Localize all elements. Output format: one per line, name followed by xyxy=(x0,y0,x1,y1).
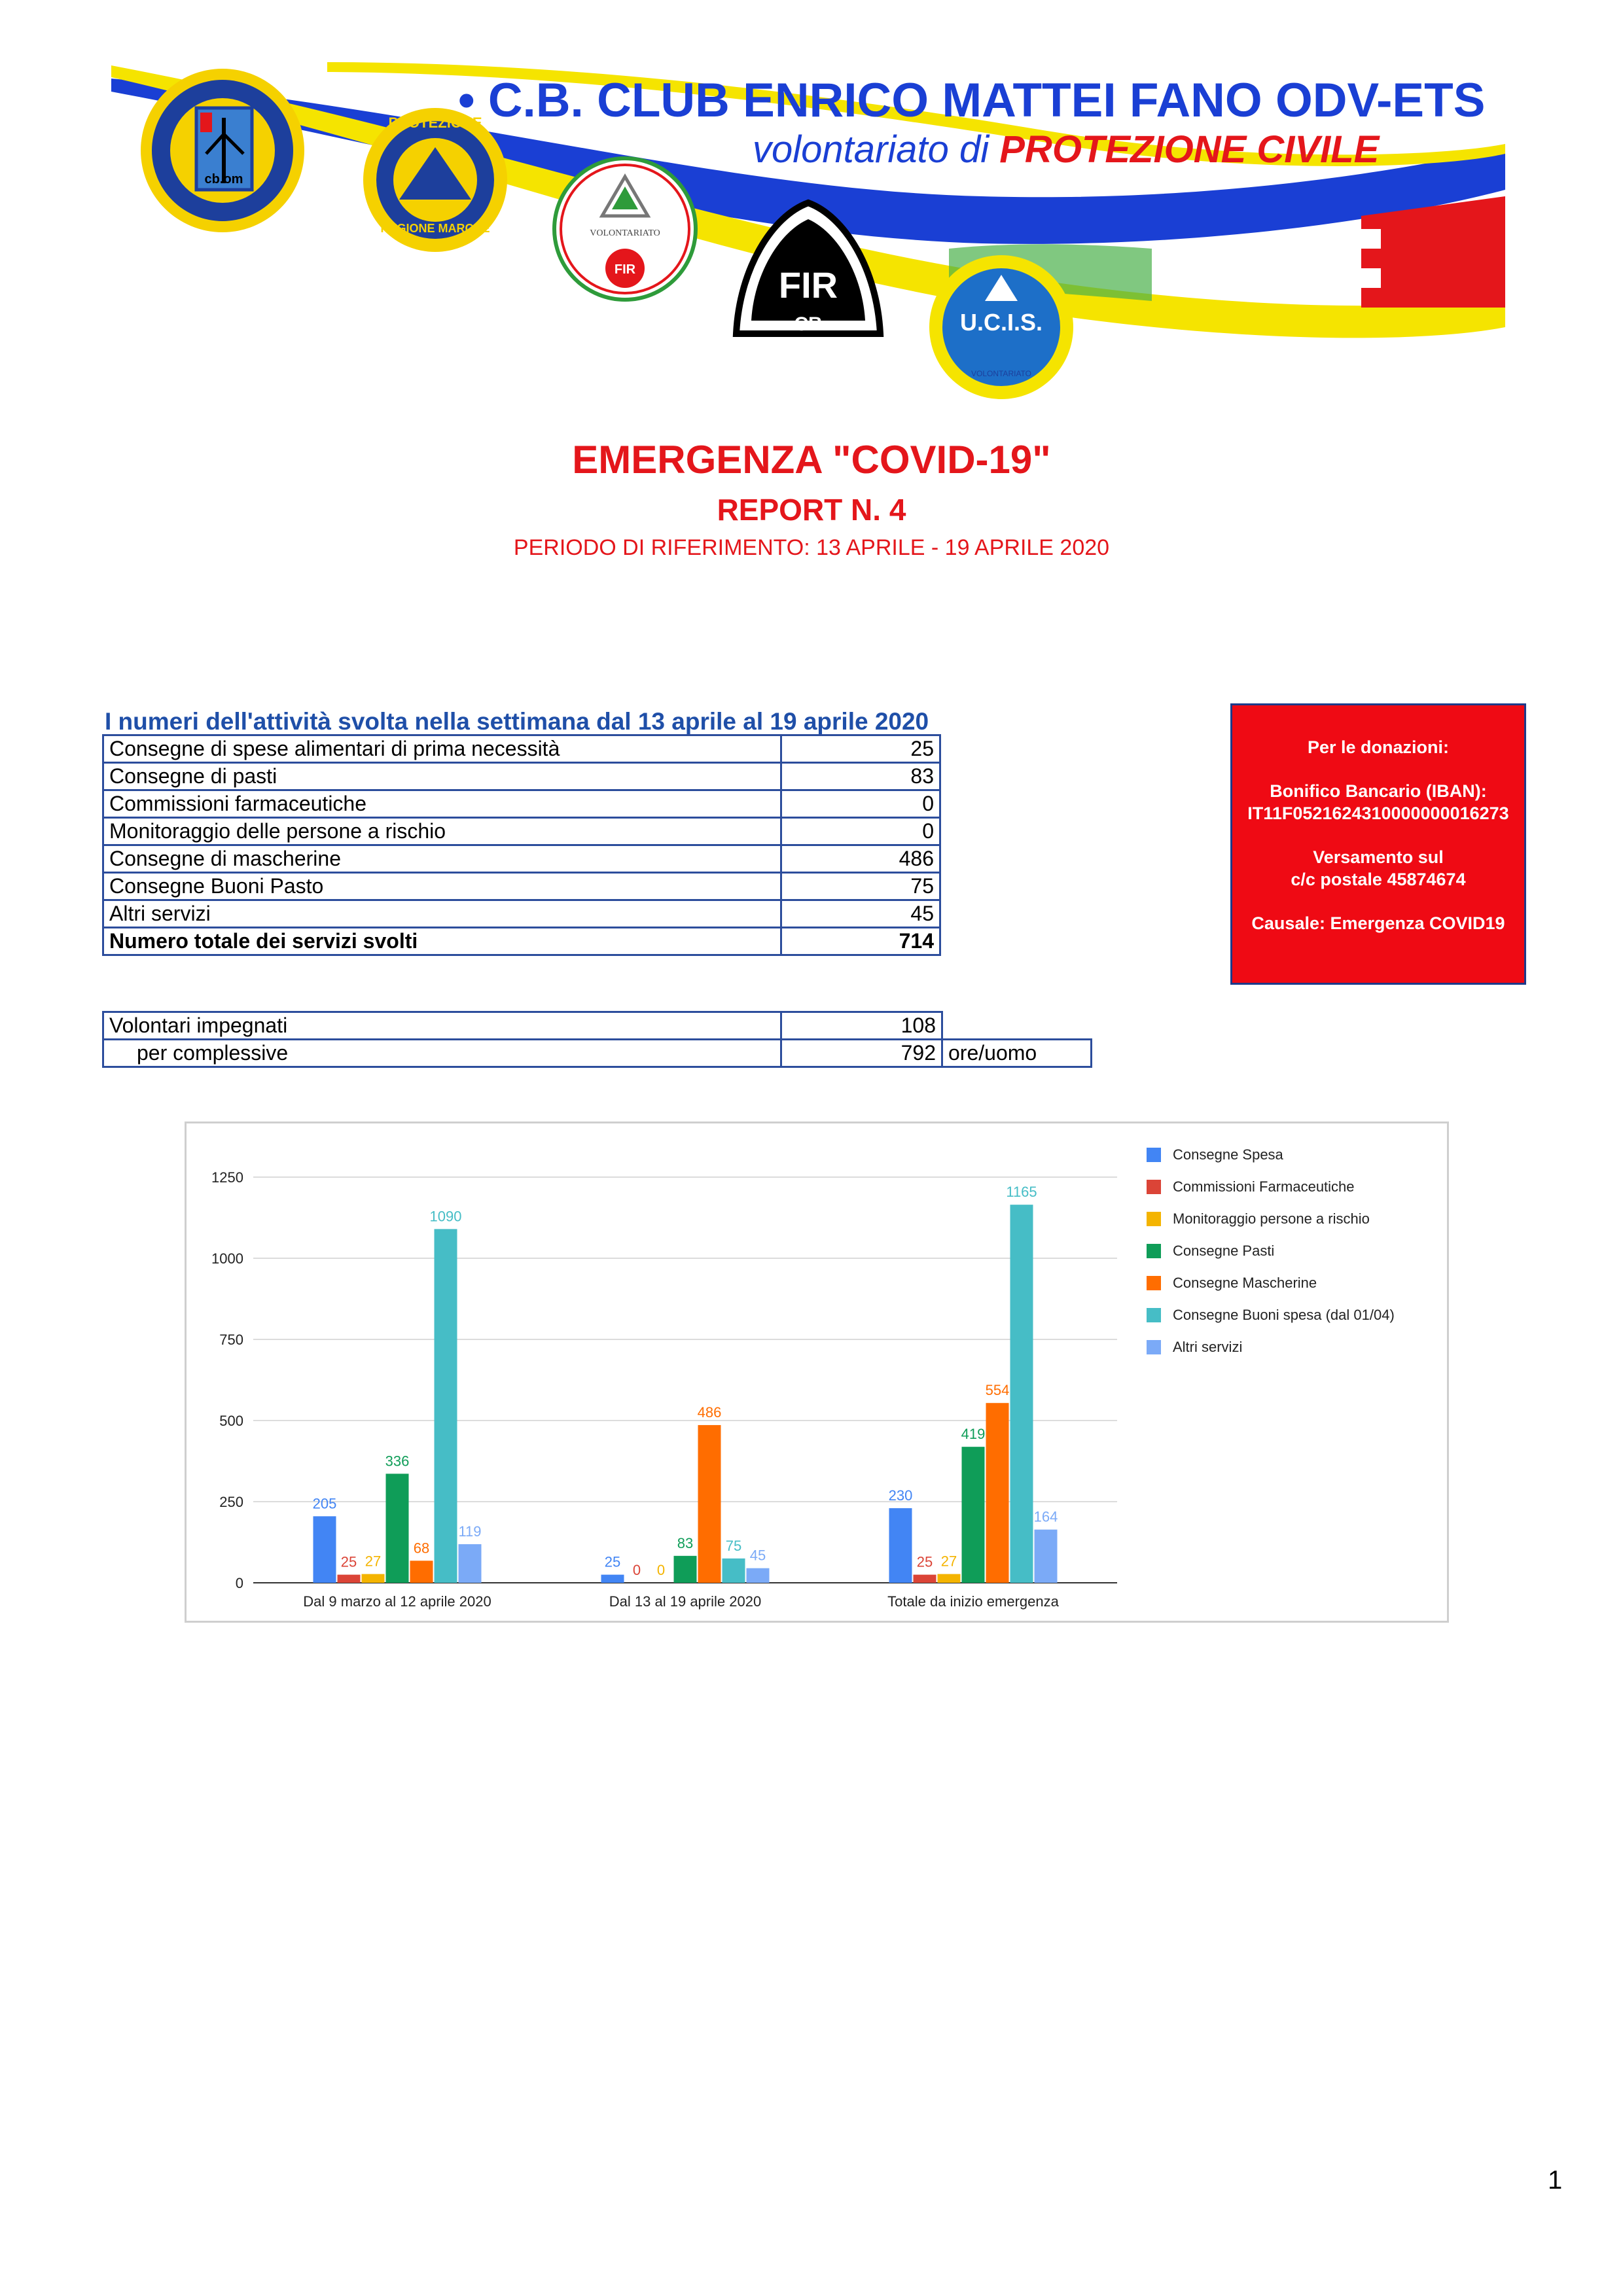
chart-bar xyxy=(962,1447,985,1583)
hours-label: per complessive xyxy=(103,1040,781,1067)
table-row xyxy=(103,763,940,790)
svg-text:FIR: FIR xyxy=(778,264,838,306)
legend-label: Consegne Mascherine xyxy=(1173,1275,1317,1291)
report-title: EMERGENZA "COVID-19" xyxy=(572,438,1051,482)
row-value: 83 xyxy=(781,763,940,790)
organization-name: • C.B. CLUB ENRICO MATTEI FANO ODV-ETS xyxy=(458,74,1486,127)
row-label: Consegne di spese alimentari di prima necessità xyxy=(103,735,781,763)
postal-account: c/c postale 45874674 xyxy=(1291,870,1466,889)
y-tick-label: 250 xyxy=(219,1494,243,1510)
volunteers-label: Volontari impegnati xyxy=(103,1012,781,1040)
data-label: 45 xyxy=(749,1547,766,1564)
table-row xyxy=(103,1040,1092,1067)
legend-swatch xyxy=(1147,1148,1161,1162)
svg-text:VOLONTARIATO: VOLONTARIATO xyxy=(971,369,1032,378)
total-value: 714 xyxy=(781,928,940,955)
causale: Causale: Emergenza COVID19 xyxy=(1251,913,1505,933)
svg-text:cb.om: cb.om xyxy=(204,172,243,186)
table-row xyxy=(103,790,940,818)
legend-swatch xyxy=(1147,1276,1161,1290)
chart-bar xyxy=(386,1474,409,1583)
svg-text:U.C.I.S.: U.C.I.S. xyxy=(959,309,1043,336)
y-tick-label: 1000 xyxy=(211,1250,243,1267)
y-tick-label: 0 xyxy=(235,1575,243,1591)
services-bar-chart xyxy=(185,1122,1449,1623)
chart-bar xyxy=(601,1575,624,1583)
data-label: 205 xyxy=(312,1495,337,1512)
chart-bar xyxy=(938,1574,961,1583)
table-row xyxy=(103,1012,1092,1040)
chart-bar xyxy=(410,1561,433,1583)
data-label: 25 xyxy=(340,1553,357,1570)
volontariato-nazionale-logo xyxy=(554,158,696,300)
iban-value: IT11F0521624310000000016273 xyxy=(1247,804,1509,823)
data-label: 1165 xyxy=(1006,1184,1037,1201)
legend-swatch xyxy=(1147,1308,1161,1322)
volunteers-value: 108 xyxy=(781,1012,942,1040)
legend-swatch xyxy=(1147,1340,1161,1354)
row-value: 45 xyxy=(781,900,940,928)
legend-label: Monitoraggio persone a rischio xyxy=(1173,1210,1370,1227)
row-label: Consegne Buoni Pasto xyxy=(103,873,781,900)
chart-bar xyxy=(459,1544,482,1583)
y-tick-label: 750 xyxy=(219,1332,243,1348)
table-row xyxy=(103,735,940,763)
legend-label: Altri servizi xyxy=(1173,1339,1243,1355)
legend-label: Consegne Spesa xyxy=(1173,1146,1283,1163)
header-banner xyxy=(0,0,1623,419)
data-label: 336 xyxy=(385,1453,410,1470)
data-label: 25 xyxy=(604,1553,621,1570)
x-tick-label: Totale da inizio emergenza xyxy=(887,1593,1059,1610)
svg-text:FIR: FIR xyxy=(614,262,636,277)
table-row xyxy=(103,900,940,928)
data-label: 0 xyxy=(656,1562,666,1578)
table-row xyxy=(103,873,940,900)
row-value: 25 xyxy=(781,735,940,763)
chart-bar xyxy=(1010,1205,1033,1583)
table-row xyxy=(103,845,940,873)
data-label: 119 xyxy=(458,1523,482,1540)
chart-bar xyxy=(889,1508,912,1583)
data-label: 27 xyxy=(940,1553,957,1570)
legend-label: Consegne Pasti xyxy=(1173,1243,1275,1259)
svg-text:CB: CB xyxy=(794,313,823,335)
chart-bar xyxy=(338,1575,361,1583)
row-label: Altri servizi xyxy=(103,900,781,928)
postal-label: Versamento sul xyxy=(1313,847,1444,867)
donations-heading: Per le donazioni: xyxy=(1307,737,1450,757)
cb-club-logo xyxy=(141,69,304,232)
activity-table xyxy=(102,734,941,956)
report-number: REPORT N. 4 xyxy=(717,493,906,527)
banner-red-castle xyxy=(1361,196,1505,308)
page-number: 1 xyxy=(1548,2166,1563,2195)
data-label: 486 xyxy=(697,1404,722,1421)
data-label: 419 xyxy=(961,1426,986,1443)
data-label: 25 xyxy=(916,1553,933,1570)
data-label: 0 xyxy=(632,1562,641,1578)
data-label: 554 xyxy=(985,1382,1010,1399)
activity-table-title: I numeri dell'attività svolta nella settimana dal 13 aprile al 19 aprile 2020 xyxy=(105,708,929,735)
hours-value: 792 xyxy=(781,1040,942,1067)
data-label: 68 xyxy=(413,1540,430,1557)
chart-bar xyxy=(435,1229,457,1583)
x-tick-label: Dal 13 al 19 aprile 2020 xyxy=(609,1593,762,1610)
ucis-logo xyxy=(929,255,1073,399)
report-period: PERIODO DI RIFERIMENTO: 13 APRILE - 19 APRILE 2020 xyxy=(513,535,1110,560)
tagline-prefix: volontariato di xyxy=(753,128,990,171)
legend-swatch xyxy=(1147,1180,1161,1194)
chart-bar xyxy=(674,1556,697,1583)
protezione-civile-marche-logo xyxy=(363,108,507,252)
legend-label: Commissioni Farmaceutiche xyxy=(1173,1178,1355,1195)
data-label: 83 xyxy=(677,1534,694,1551)
donations-box xyxy=(1230,703,1526,985)
legend-swatch xyxy=(1147,1244,1161,1258)
data-label: 164 xyxy=(1033,1508,1058,1525)
tagline-emphasis: PROTEZIONE CIVILE xyxy=(999,128,1380,171)
y-tick-label: 500 xyxy=(219,1413,243,1429)
total-row xyxy=(103,928,940,955)
row-value: 75 xyxy=(781,873,940,900)
data-label: 1090 xyxy=(429,1208,462,1225)
volunteers-table xyxy=(102,1011,1092,1068)
chart-bar xyxy=(362,1574,385,1583)
chart-bar xyxy=(1035,1530,1058,1583)
chart-bar xyxy=(747,1568,770,1583)
row-label: Monitoraggio delle persone a rischio xyxy=(103,818,781,845)
legend-label: Consegne Buoni spesa (dal 01/04) xyxy=(1173,1307,1395,1323)
y-tick-label: 1250 xyxy=(211,1169,243,1186)
row-label: Commissioni farmaceutiche xyxy=(103,790,781,818)
row-label: Consegne di mascherine xyxy=(103,845,781,873)
data-label: 27 xyxy=(365,1553,382,1570)
data-label: 230 xyxy=(888,1487,913,1504)
hours-unit: ore/uomo xyxy=(942,1040,1092,1067)
legend-swatch xyxy=(1147,1212,1161,1226)
data-label: 75 xyxy=(725,1537,742,1554)
bank-transfer-label: Bonifico Bancario (IBAN): xyxy=(1270,781,1487,801)
chart-bar xyxy=(313,1516,336,1583)
chart-bar xyxy=(914,1575,936,1583)
row-value: 0 xyxy=(781,818,940,845)
x-tick-label: Dal 9 marzo al 12 aprile 2020 xyxy=(303,1593,491,1610)
svg-text:VOLONTARIATO: VOLONTARIATO xyxy=(590,228,660,238)
row-value: 0 xyxy=(781,790,940,818)
row-label: Consegne di pasti xyxy=(103,763,781,790)
table-row xyxy=(103,818,940,845)
chart-bar xyxy=(698,1425,721,1583)
chart-bar xyxy=(986,1403,1009,1583)
svg-text:REGIONE MARCHE: REGIONE MARCHE xyxy=(380,222,490,235)
total-label: Numero totale dei servizi svolti xyxy=(103,928,781,955)
svg-text:PROTEZIONE: PROTEZIONE xyxy=(388,115,482,131)
organization-tagline xyxy=(753,128,1379,171)
row-value: 486 xyxy=(781,845,940,873)
chart-bar xyxy=(722,1559,745,1583)
